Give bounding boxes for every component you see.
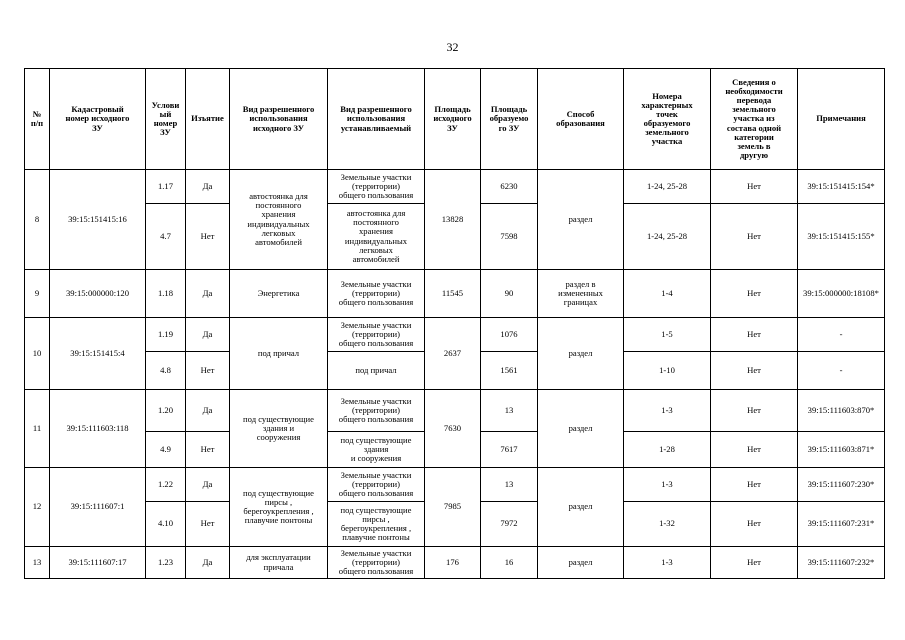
- characteristic-points: 1-3: [624, 468, 711, 502]
- initial-area: 176: [425, 547, 481, 579]
- page-number: 32: [446, 40, 459, 54]
- initial-use: под существующие здания и сооружения: [230, 390, 328, 468]
- initial-use: под причал: [230, 318, 328, 390]
- land-plots-table: [24, 68, 885, 579]
- initial-area: 7630: [425, 390, 481, 468]
- new-area: 90: [481, 270, 538, 318]
- table-row: [25, 270, 885, 318]
- note: 39:15:111607:232*: [798, 547, 885, 579]
- characteristic-points: 1-4: [624, 270, 711, 318]
- new-area: 13: [481, 390, 538, 432]
- cadastral-number: 39:15:111607:1: [50, 468, 146, 547]
- new-area: 7617: [481, 432, 538, 468]
- characteristic-points: 1-24, 25-28: [624, 204, 711, 270]
- seizure-flag: Нет: [186, 432, 230, 468]
- seizure-flag: Да: [186, 318, 230, 352]
- characteristic-points: 1-32: [624, 502, 711, 547]
- row-number: 9: [25, 270, 50, 318]
- note: 39:15:151415:155*: [798, 204, 885, 270]
- conditional-number: 1.18: [146, 270, 186, 318]
- initial-area: 11545: [425, 270, 481, 318]
- seizure-flag: Нет: [186, 352, 230, 390]
- cadastral-number: 39:15:000000:120: [50, 270, 146, 318]
- formation-method: раздел: [538, 547, 624, 579]
- formation-method: раздел в измененных границах: [538, 270, 624, 318]
- category-transfer: Нет: [711, 204, 798, 270]
- column-header: Номера характерных точек образуемого земельного участка: [624, 69, 711, 170]
- category-transfer: Нет: [711, 170, 798, 204]
- new-use: Земельные участки (территории) общего пользования: [328, 270, 425, 318]
- seizure-flag: Нет: [186, 204, 230, 270]
- category-transfer: Нет: [711, 270, 798, 318]
- column-header: Вид разрешенного использования исходного ЗУ: [230, 69, 328, 170]
- row-number: 11: [25, 390, 50, 468]
- conditional-number: 4.10: [146, 502, 186, 547]
- note: 39:15:111603:871*: [798, 432, 885, 468]
- initial-area: 7985: [425, 468, 481, 547]
- characteristic-points: 1-28: [624, 432, 711, 468]
- conditional-number: 1.22: [146, 468, 186, 502]
- category-transfer: Нет: [711, 547, 798, 579]
- note: -: [798, 352, 885, 390]
- seizure-flag: Да: [186, 547, 230, 579]
- note: 39:15:000000:18108*: [798, 270, 885, 318]
- category-transfer: Нет: [711, 502, 798, 547]
- category-transfer: Нет: [711, 318, 798, 352]
- new-area: 16: [481, 547, 538, 579]
- conditional-number: 1.23: [146, 547, 186, 579]
- column-header: Изъятие: [186, 69, 230, 170]
- initial-use: автостоянка для постоянного хранения индивидуальных легковых автомобилей: [230, 170, 328, 270]
- column-header: № п/п: [25, 69, 50, 170]
- new-use: автостоянка для постоянного хранения индивидуальных легковых автомобилей: [328, 204, 425, 270]
- conditional-number: 4.8: [146, 352, 186, 390]
- note: 39:15:111607:231*: [798, 502, 885, 547]
- characteristic-points: 1-24, 25-28: [624, 170, 711, 204]
- characteristic-points: 1-3: [624, 390, 711, 432]
- seizure-flag: Да: [186, 270, 230, 318]
- characteristic-points: 1-3: [624, 547, 711, 579]
- column-header: Способ образования: [538, 69, 624, 170]
- category-transfer: Нет: [711, 468, 798, 502]
- note: -: [798, 318, 885, 352]
- column-header: Площадь образуемо го ЗУ: [481, 69, 538, 170]
- initial-use: под существующие пирсы , берегоукрепления , плавучие понтоны: [230, 468, 328, 547]
- conditional-number: 4.9: [146, 432, 186, 468]
- new-use: Земельные участки (территории) общего пользования: [328, 318, 425, 352]
- seizure-flag: Нет: [186, 502, 230, 547]
- new-area: 6230: [481, 170, 538, 204]
- column-header: Услови ый номер ЗУ: [146, 69, 186, 170]
- note: 39:15:111607:230*: [798, 468, 885, 502]
- seizure-flag: Да: [186, 170, 230, 204]
- conditional-number: 1.17: [146, 170, 186, 204]
- new-area: 1561: [481, 352, 538, 390]
- row-number: 13: [25, 547, 50, 579]
- new-area: 7598: [481, 204, 538, 270]
- formation-method: раздел: [538, 390, 624, 468]
- characteristic-points: 1-10: [624, 352, 711, 390]
- cadastral-number: 39:15:151415:16: [50, 170, 146, 270]
- category-transfer: Нет: [711, 352, 798, 390]
- formation-method: раздел: [538, 170, 624, 270]
- cadastral-number: 39:15:151415:4: [50, 318, 146, 390]
- cadastral-number: 39:15:111607:17: [50, 547, 146, 579]
- initial-area: 13828: [425, 170, 481, 270]
- column-header: Вид разрешенного использования устанавливаемый: [328, 69, 425, 170]
- table-header-row: [25, 69, 885, 170]
- new-use: Земельные участки (территории) общего пользования: [328, 547, 425, 579]
- initial-use: для эксплуатации причала: [230, 547, 328, 579]
- note: 39:15:151415:154*: [798, 170, 885, 204]
- table-row: [25, 468, 885, 502]
- column-header: Сведения о необходимости перевода земельного участка из состава одной категории земель в другую: [711, 69, 798, 170]
- initial-use: Энергетика: [230, 270, 328, 318]
- seizure-flag: Да: [186, 468, 230, 502]
- conditional-number: 1.19: [146, 318, 186, 352]
- new-area: 7972: [481, 502, 538, 547]
- row-number: 10: [25, 318, 50, 390]
- cadastral-number: 39:15:111603:118: [50, 390, 146, 468]
- table-row: [25, 547, 885, 579]
- conditional-number: 1.20: [146, 390, 186, 432]
- new-use: под причал: [328, 352, 425, 390]
- category-transfer: Нет: [711, 390, 798, 432]
- row-number: 8: [25, 170, 50, 270]
- conditional-number: 4.7: [146, 204, 186, 270]
- new-use: под существующие здания и сооружения: [328, 432, 425, 468]
- formation-method: раздел: [538, 468, 624, 547]
- table-row: [25, 390, 885, 432]
- new-use: под существующие пирсы , берегоукрепления , плавучие понтоны: [328, 502, 425, 547]
- formation-method: раздел: [538, 318, 624, 390]
- new-area: 13: [481, 468, 538, 502]
- table-row: [25, 318, 885, 352]
- new-use: Земельные участки (территории) общего пользования: [328, 390, 425, 432]
- seizure-flag: Да: [186, 390, 230, 432]
- characteristic-points: 1-5: [624, 318, 711, 352]
- new-use: Земельные участки (территории) общего пользования: [328, 170, 425, 204]
- note: 39:15:111603:870*: [798, 390, 885, 432]
- table-row: [25, 170, 885, 204]
- column-header: Примечания: [798, 69, 885, 170]
- initial-area: 2637: [425, 318, 481, 390]
- new-use: Земельные участки (территории) общего пользования: [328, 468, 425, 502]
- category-transfer: Нет: [711, 432, 798, 468]
- column-header: Кадастровый номер исходного ЗУ: [50, 69, 146, 170]
- row-number: 12: [25, 468, 50, 547]
- column-header: Площадь исходного ЗУ: [425, 69, 481, 170]
- new-area: 1076: [481, 318, 538, 352]
